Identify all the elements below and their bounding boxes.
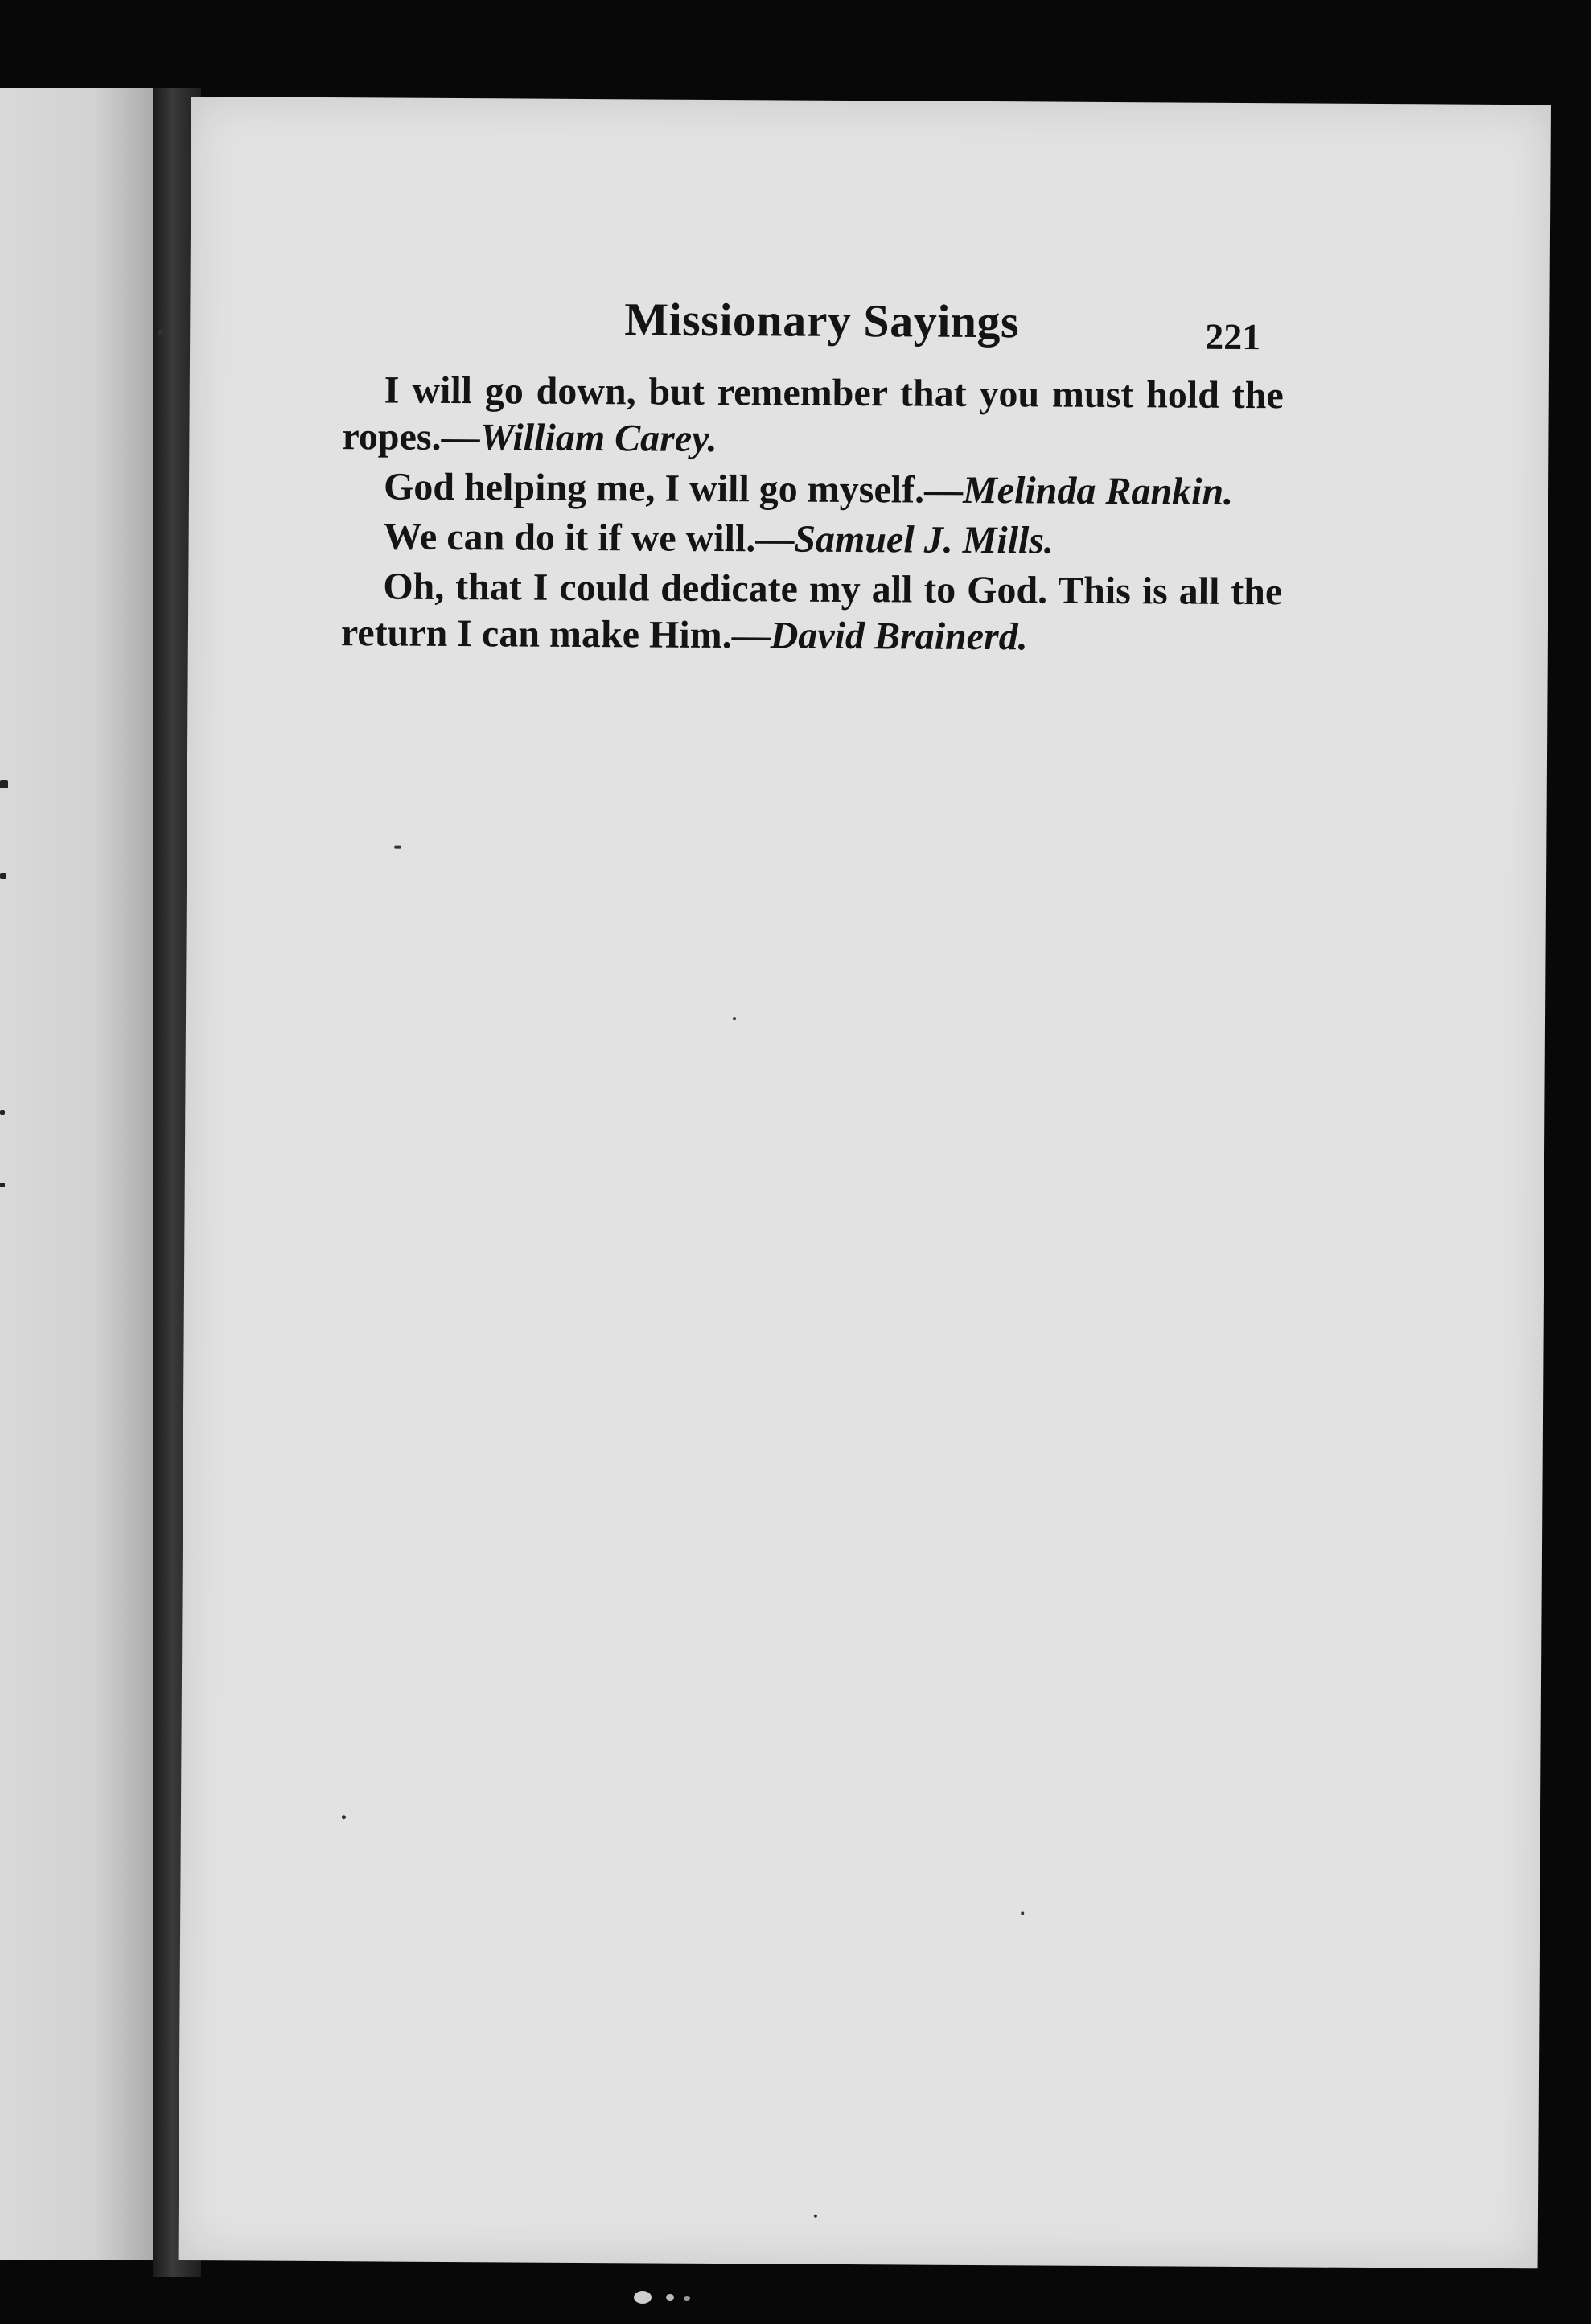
- facing-page-mark: [0, 1183, 5, 1187]
- dust-speck: [814, 2215, 817, 2218]
- dust-speck: [733, 1017, 736, 1020]
- facing-page-mark: [0, 873, 6, 879]
- dust-speck: [394, 846, 401, 849]
- quotes-list: [341, 367, 1284, 665]
- quote-attribution: William Carey.: [479, 416, 717, 461]
- dust-speck: [158, 330, 163, 335]
- dust-speck: [634, 2291, 652, 2304]
- quote-paragraph: [342, 463, 1283, 516]
- quote-attribution: David Brainerd.: [770, 614, 1028, 659]
- facing-page-mark: [0, 1110, 5, 1115]
- dust-speck: [684, 2296, 690, 2301]
- quote-text: I will go down, but remember that you must hold the ropes.—: [342, 368, 1284, 459]
- book-page: [179, 97, 1551, 2268]
- facing-page-edge: [0, 88, 157, 2260]
- quote-attribution: Melinda Rankin.: [962, 468, 1234, 513]
- scan-artifacts: [627, 2286, 724, 2310]
- dust-speck: [666, 2294, 674, 2301]
- quote-paragraph: [342, 367, 1284, 466]
- facing-page-letter: [0, 780, 8, 788]
- quote-text: God helping me, I will go myself.—: [383, 465, 964, 512]
- page-number: 221: [1205, 315, 1261, 358]
- quote-paragraph: [341, 563, 1283, 662]
- dust-speck: [1021, 1911, 1024, 1915]
- quote-text: Oh, that I could dedicate my all to God. This is all the return I can make Him.—: [340, 565, 1283, 657]
- quote-attribution: Samuel J. Mills.: [794, 517, 1054, 562]
- dust-speck: [342, 1815, 346, 1819]
- quote-paragraph: [341, 513, 1282, 566]
- quote-text: We can do it if we will.—: [383, 515, 795, 561]
- running-head: Missionary Sayings: [624, 293, 1020, 348]
